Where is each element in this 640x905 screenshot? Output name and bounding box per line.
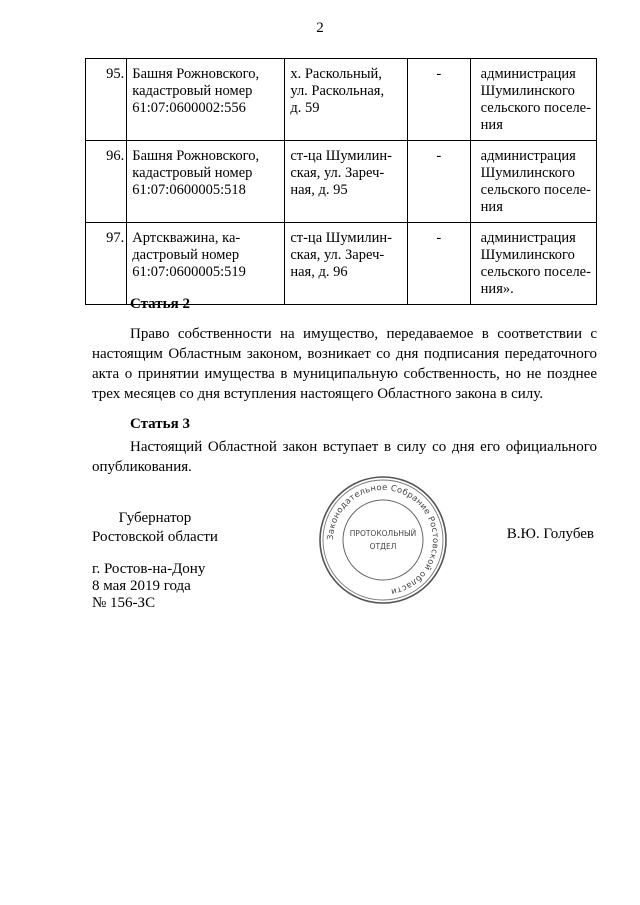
empty-value-cell: -	[407, 141, 470, 223]
address-cell: ст-ца Шумилин- ская, ул. Зареч- ная, д. 96	[285, 223, 408, 305]
law-number: № 156-ЗС	[92, 595, 156, 611]
row-number: 96.	[86, 141, 127, 223]
empty-value-cell: -	[407, 223, 470, 305]
object-name-cell: Башня Рожновского, кадастровый номер 61:07:0600005:518	[127, 141, 285, 223]
object-name-cell: Башня Рожновского, кадастровый номер 61:07:0600002:556	[127, 59, 285, 141]
svg-text:ПРОТОКОЛЬНЫЙ: ПРОТОКОЛЬНЫЙ	[349, 529, 417, 538]
table-row	[86, 223, 597, 305]
place-and-date	[92, 561, 205, 612]
object-name-cell: Артскважина, ка- дастровый номер 61:07:0600005:519	[127, 223, 285, 305]
article-3-title: Статья 3	[130, 416, 190, 432]
article-2-text: Право собственности на имущество, передаваемое в соответствии с настоящим Областным законом, возникает со дня подписания передаточного акта о принятии имущества в муниципальную собственность, но не позднее трех месяцев со дня вступления настоящего Областного закона в силу.	[92, 326, 597, 402]
owner-cell: администрация Шумилинского сельского поселе- ния	[470, 59, 596, 141]
owner-cell: администрация Шумилинского сельского поселе- ния	[470, 141, 596, 223]
empty-value-cell: -	[407, 59, 470, 141]
table-row	[86, 141, 597, 223]
property-table	[85, 58, 597, 305]
page-number: 2	[316, 20, 324, 36]
table-row	[86, 59, 597, 141]
row-number: 97.	[86, 223, 127, 305]
row-number: 95.	[86, 59, 127, 141]
date: 8 мая 2019 года	[92, 578, 191, 594]
svg-text:ОТДЕЛ: ОТДЕЛ	[369, 542, 397, 551]
signatory-position: Губернатор Ростовской области	[92, 510, 218, 545]
official-seal-stamp	[317, 474, 449, 606]
signatory-name: В.Ю. Голубев	[506, 526, 594, 542]
address-cell: х. Раскольный, ул. Раскольная, д. 59	[285, 59, 408, 141]
address-cell: ст-ца Шумилин- ская, ул. Зареч- ная, д. 95	[285, 141, 408, 223]
place: г. Ростов-на-Дону	[92, 561, 206, 577]
owner-cell: администрация Шумилинского сельского поселе- ния».	[470, 223, 596, 305]
svg-text:Законодательное Собрание Росто: Законодательное Собрание Ростовской области	[324, 481, 442, 598]
article-3-text: Настоящий Областной закон вступает в силу со дня его официального опубликования.	[92, 439, 597, 475]
article-2-title: Статья 2	[130, 296, 190, 312]
